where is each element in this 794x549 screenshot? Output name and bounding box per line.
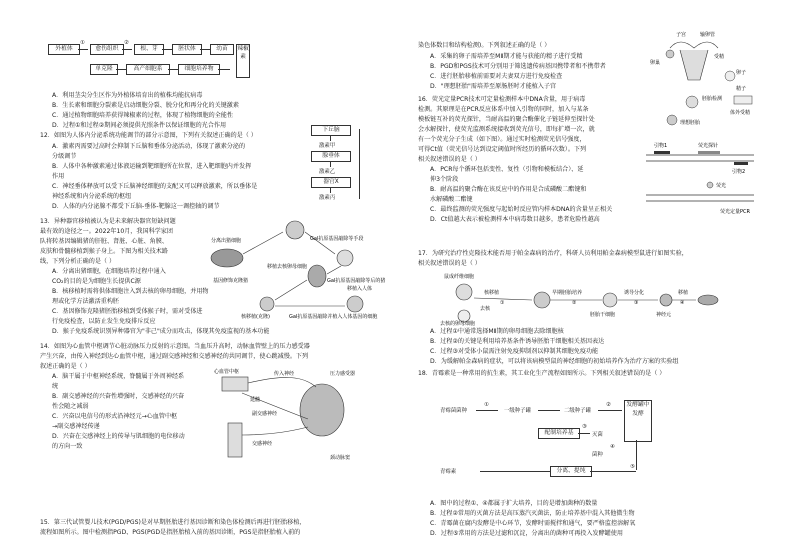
q14-lbl-medulla: 延髓 [250, 397, 261, 403]
q13-lbl-5: Gal抗原基因敲除等手段 [310, 236, 364, 242]
q18-ferment-box: 发酵罐中发酵 [624, 400, 652, 442]
embryo-icon [686, 96, 698, 108]
q18-stem: 18．青霉素是一种常用的抗生素，其工业化生产流程如图所示。下列相关叙述错误的是（ ） [418, 370, 666, 377]
q12-opt-a: A．激素丙需要过高时会抑制下丘脑和垂体分泌活动，体现了激素分泌的 [52, 143, 246, 150]
cell-icon [337, 250, 353, 266]
q15-lbl-tube: 输卵管 [700, 32, 716, 38]
q11-opt-b: B．生长素和细胞分裂素是启动细胞分裂、脱分化和再分化的关键激素 [52, 102, 239, 109]
fibroblast-icon [456, 284, 472, 300]
q18-purify-box: 分离、提纯 [550, 466, 592, 477]
q18-lbl-strain: 青霉菌菌种 [440, 408, 467, 414]
q13-opt-d: D．猴子免疫系统识别异种器官为"非己"成分而攻击，体现其免疫监视的基本功能 [52, 328, 270, 335]
q18-lbl-2: ② [606, 402, 611, 408]
q13-opt-a: A．分离出猪细胞，在细胞培养过程中通入 [52, 268, 166, 275]
q12-hormone-c: 激素丙 [319, 195, 336, 201]
q17-lbl-oocyte: 去核的卵母细胞 [440, 321, 476, 327]
q17-opt-b: B．过程②的关键是利用培养基条件诱导胚胎干细胞相关基因表达 [430, 338, 605, 345]
q14-figure [212, 365, 367, 465]
q11-opt-a: A．利用茎尖分生区作为外植体培育出的植株均能抗病毒 [52, 92, 203, 99]
q18-figure [440, 384, 710, 496]
q18-lbl-seed2: 二级种子罐 [564, 408, 591, 414]
q17-lbl-nt: 核移植 [484, 290, 500, 296]
q16-stem-1: 16．荧光定量PCR技术可定量检测样本中DNA含量，用于病毒 [418, 96, 586, 103]
q15-lbl-fert: 受精 [714, 54, 725, 60]
q15-lbl-ivf: 体外受精 [730, 110, 751, 116]
q16-lbl-probe: 荧光探针 [698, 143, 719, 149]
q17-figure [440, 270, 730, 325]
q14-lbl-afferent: 传入神经 [274, 371, 295, 377]
cell-cluster-icon [286, 221, 304, 239]
q14-opt-b2: 性会随之减弱 [52, 403, 89, 410]
q15-lbl-ideal: 理想胚胎 [680, 120, 701, 126]
brain-center-icon [222, 377, 248, 391]
flow-box-explant: 外植体 [48, 44, 80, 55]
q14-opt-d: D．兴奋在交感神经上的传导与肌细胞的电位移动 [52, 433, 185, 440]
q14-opt-a2: 统 [52, 383, 59, 390]
neuron-icon [660, 294, 672, 306]
q12-opt-a2: 分级调节 [52, 153, 77, 160]
q17-lbl-enuc: 去核 [480, 306, 491, 312]
q13-opt-b: B．核移植时需将供体细胞注入到去核的卵母细胞，并用物 [52, 288, 209, 295]
q14-lbl-sym: 交感神经 [252, 441, 273, 447]
q17-stem-2: 相关叙述错误的是（ ） [418, 260, 481, 267]
q14-opt-c: C．兴奋以电信号的形式沿神经元→心血管中枢 [52, 413, 178, 420]
uterus-icon [680, 50, 708, 80]
flow-box-callus: 愈伤组织 [90, 44, 124, 55]
q16-opt-a: A．PCR每个循环包括变性、复性（引物和模板结合）、延 [430, 166, 584, 173]
q18-opt-b: B．过程②常用的灭菌方法是高压蒸汽灭菌法，防止培养基中混入其他微生物 [430, 510, 635, 517]
monkey-icon [308, 265, 326, 287]
q12-stem: 12．如图为人体内分泌系统功能调节的部分示意图，下列有关叙述正确的是（ ） [40, 132, 257, 139]
q13-lbl-8: Gal抗原基因敲除并植入人体基因的细胞 [289, 314, 378, 320]
q16-stem-2: 检测。其原理是在PCR反应体系中加入引物的同时，加入与某条 [418, 106, 589, 113]
q15-stem-2: 流程如图所示。图中检测指PGD、PGS(PGD是指胚胎植入前的基因诊断，PGS是指胚胎植入前的 [40, 529, 301, 536]
q15-lbl-sperm: 精子 [736, 86, 747, 92]
q17-lbl-neuron: 神经元 [656, 312, 672, 318]
q17-lbl-4: ④ [680, 300, 685, 306]
q12-pituitary: 腺垂体 [311, 151, 351, 162]
q17-lbl-diff: 诱导分化 [624, 290, 645, 296]
fallopian-tube-icon [670, 42, 718, 48]
q16-figure [640, 135, 760, 225]
q13-opt-a2: CO₂的目的是为细胞生长提供C源 [52, 278, 141, 285]
primer-1-icon [654, 151, 670, 154]
q18-opt-d: D．过程⑤常用的方法是过滤和沉淀，分离出的菌种可再投入发酵罐使用 [430, 530, 623, 537]
q12-opt-b: B．人体中各种激素通过体液运输到靶细胞所在位置，进入靶细胞内并发挥 [52, 163, 252, 170]
mouse-icon [698, 295, 718, 305]
q13-figure [205, 218, 386, 323]
q13-stem-2: 最有效的途径之一。2022年10月，我国科学家团 [40, 228, 173, 235]
q18-lbl-4: ④ [610, 444, 615, 450]
q15-opt-b: B．PGD和PGS技术可分别用于筛选遗传病基因携带者和不携带者 [430, 63, 606, 70]
q13-lbl-7: 移植入人体 [347, 286, 373, 292]
pig-icon [211, 249, 243, 267]
q18-lbl-seed1: 一级种子罐 [504, 408, 531, 414]
dish-icon [734, 96, 752, 104]
stem-cell-icon [603, 293, 617, 307]
q12-hypothalamus: 下丘脑 [311, 125, 351, 136]
q15-opt-c: C．进行胚胎移植前需要对夫妻双方进行免疫检查 [430, 73, 563, 80]
q16-stem-4: 会水解探针，使荧光监测系统接收到荧光信号，即每扩增一次，就 [418, 126, 595, 133]
q18-lbl-5: ⑤ [630, 464, 635, 470]
q18-lbl-3: ③ [582, 424, 587, 430]
q12-opt-d: D．人体的内分泌腺不都受下丘脑-垂体-靶腺这一调控轴的调节 [52, 203, 220, 210]
early-embryo-icon [534, 292, 550, 308]
cell-icon-2 [347, 296, 363, 312]
q14-stem-1: 14．如图为心血管中枢调节心脏动脉压力反射的示意图。当血压升高时，动脉血管壁上的压力感受器 [40, 343, 310, 350]
flow-box-high-yield: 高产细胞系 [126, 64, 170, 75]
q13-stem-4: 皮肤和骨髓移植到猴子身上。下图为相关技术路 [40, 248, 168, 255]
q16-stem-6: 可得Ct值（荧光信号达到设定阈值时所经历的循环次数）。下列 [418, 146, 587, 153]
q12-opt-c2: 神经系统和内分泌系统的枢纽 [52, 193, 132, 200]
q15-lbl-ovary: 卵巢 [650, 60, 661, 66]
flow-label-2: ② [124, 40, 129, 46]
q14-stem-3: 叙述正确的是（ ） [40, 363, 91, 370]
ovary-icon [666, 50, 674, 58]
q13-stem-1: 13．异种器官移植被认为是未来解决器官短缺问题 [40, 218, 176, 225]
q17-lbl-culture: 早期胚胎培养 [552, 290, 583, 296]
q18-lbl-1: ① [484, 402, 489, 408]
q15-stem-1: 15．第三代试管婴儿技术(PGD/PGS)是对早期胚胎进行基因诊断和染色体检测后再进行胚胎移植， [40, 519, 306, 526]
q17-lbl-esc: 胚胎干细胞 [590, 312, 616, 318]
q14-opt-d2: 的方向一致 [52, 443, 83, 450]
q16-stem-5: 有一个荧光分子生成（如下图）。通过实时检测荧光信号强度， [418, 136, 586, 143]
q14-opt-c2: →副交感神经传递 [52, 423, 100, 430]
q13-opt-c: C．基因修饰克隆猪胚胎移植到受体猴子时，需对受体进 [52, 308, 203, 315]
q16-lbl-primer1: 引物1 [654, 143, 668, 149]
q13-lbl-2: 移植去核卵母细胞 [267, 264, 308, 270]
q11-opt-d: D．过程①和过程②期间必须提供光照条件以保证细胞的光合作用 [52, 122, 227, 129]
egg-icon [725, 71, 735, 81]
egg-icon [260, 297, 274, 311]
q11-flow-diagram [40, 40, 330, 90]
q17-opt-d: D．为缓解帕金森病的症状，可以将该病模型鼠的神经细胞的初始培养作为治疗方案的实验组 [430, 358, 679, 365]
q14-opt-a: A．脑干属于中枢神经系统，脊髓属于外周神经系 [52, 373, 185, 380]
flow-box-embryoid: 胚状体 [172, 44, 202, 55]
q11-opt-c: C．通过植物细胞培养获得辣椒素的过程，体现了植物细胞的全能性 [52, 112, 233, 119]
q17-lbl-fibro: 鼠成纤维细胞 [444, 274, 475, 280]
q16-opt-c: C．最终监测的荧光强度与起始时反应管内样本DNA的含量呈正相关 [430, 206, 613, 213]
spinal-cord-icon [228, 423, 242, 457]
q12-opt-b2: 作用 [52, 173, 65, 180]
q12-organ-x: 器官X [311, 177, 351, 188]
flow-box-root-bud: 根、芽 [134, 44, 164, 55]
q13-lbl-1: 分离出猪细胞 [211, 238, 242, 244]
q15-figure [650, 30, 760, 130]
q16-stem-3: 模板链互补的荧光探针，当耐高温的聚合酶催化子链延伸至探针处 [418, 116, 595, 123]
q14-stem-2: 产生兴奋，由传入神经到达心血管中枢，通过副交感神经和交感神经的共同调节，使心跳减慢。下列 [40, 353, 309, 360]
flow-box-seedling: 幼苗 [210, 44, 234, 55]
q15-lbl-uterus: 子宫 [676, 32, 687, 38]
q13-stem-3: 队将转基因编辑猪的肝脏、肾脏、心脏、角膜、 [40, 238, 168, 245]
q16-lbl-fluor: 荧光 [716, 183, 727, 189]
q15-lbl-egg: 卵子 [736, 70, 747, 76]
q14-lbl-parasym: 副交感神经 [252, 411, 278, 417]
q18-lbl-strain2: 菌种 [592, 452, 603, 458]
q14-opt-b: B．副交感神经的兴奋性增强时，交感神经的兴奋 [52, 393, 185, 400]
q16-lbl-qpcr: 荧光定量PCR [720, 209, 750, 215]
q12-opt-c: C．神经垂体释放可以受下丘脑神经细胞的支配又可以释放激素，所以垂体是 [52, 183, 258, 190]
q14-lbl-sinus: 颈动脉窦 [330, 455, 351, 461]
q14-lbl-receptor: 压力感受器 [330, 371, 356, 377]
q18-opt-c: C．青霉菌在腐内发酵是中心环节，发酵时需搅拌和通气，要严格监控溶解氧 [430, 520, 636, 527]
q17-opt-c: C．过程③对受体小鼠需注射免疫抑制剂以抑制其细胞免疫功能 [430, 348, 599, 355]
primer-2-icon [734, 162, 748, 165]
flow-box-single: 单克隆 [90, 64, 118, 75]
q15-opt-a: A．采集的卵子需培养至MⅡ期才能与获能的精子进行受精 [430, 53, 583, 60]
q13-stem-5: 线，下列分析正确的是（ ） [40, 258, 116, 265]
q15-lbl-test: 胚胎检测 [702, 96, 723, 102]
q13-lbl-3: 基因修饰克隆猪 [213, 278, 249, 284]
q18-lbl-penicillin: 青霉素 [440, 469, 457, 475]
q13-lbl-6: Gal抗原基因敲除等后的猪 [327, 278, 386, 284]
q17-lbl-2: ② [572, 300, 577, 306]
q17-lbl-1: ① [500, 300, 505, 306]
q15-cont-stem: 染色体数目和结构检测)。下列叙述正确的是（ ） [418, 42, 551, 49]
flow-box-capsaicin: 辣椒素 [236, 44, 250, 78]
q15-opt-d: D．"理想胚胎"需培养至原肠胚时才能植入子宫 [430, 83, 557, 90]
flow-box-culture: 细胞培养物 [178, 64, 220, 75]
q17-lbl-transplant: 移植 [678, 290, 689, 296]
q18-lbl-steril: 灭菌 [592, 432, 603, 438]
probe-icon [698, 151, 720, 154]
q17-lbl-3: ③ [634, 300, 639, 306]
q13-opt-c2: 行免疫检查，以防止发生免疫排斥反应 [52, 318, 156, 325]
fluorescence-icon [707, 182, 713, 188]
q16-stem-7: 相关叙述错误的是（ ） [418, 156, 481, 163]
q18-opt-a: A．图中的过程①、④都属于扩大培养，目的是增加菌种的数量 [430, 500, 598, 507]
q18-medium-box: 配制培养基 [538, 428, 580, 439]
q16-opt-b2: 水解磷酸二酯键 [430, 196, 473, 203]
q12-hormone-a: 激素甲 [319, 143, 336, 149]
q17-opt-a: A．过程①中通常选择MⅡ期的卵母细胞去除细胞核 [430, 328, 564, 335]
q16-opt-d: D．Ct值越大表示被检测样本中病毒数目越多，患者危险性越高 [430, 216, 600, 223]
ideal-embryo-icon [667, 115, 677, 125]
q13-opt-b2: 理或化学方法激活重构胚 [52, 298, 120, 305]
q17-stem-1: 17．为研究治疗性克隆技术能否用于帕金森病的治疗，科研人员利用帕金森病模型鼠进行如图实验， [418, 250, 688, 257]
heart-icon [300, 384, 344, 436]
q12-hormone-b: 激素乙 [319, 169, 336, 175]
q12-figure [305, 125, 365, 205]
q13-lbl-4: 核移植(克隆) [241, 314, 270, 320]
q16-opt-a2: 伸3个阶段 [430, 176, 459, 183]
q14-lbl-center: 心血管中枢 [214, 369, 240, 375]
flow-label-1: ① [80, 40, 85, 46]
q16-lbl-primer2: 引物2 [732, 169, 746, 175]
q16-opt-b: B．耐高温的聚合酶在该反应中的作用是合成磷酸二酯键和 [430, 186, 587, 193]
